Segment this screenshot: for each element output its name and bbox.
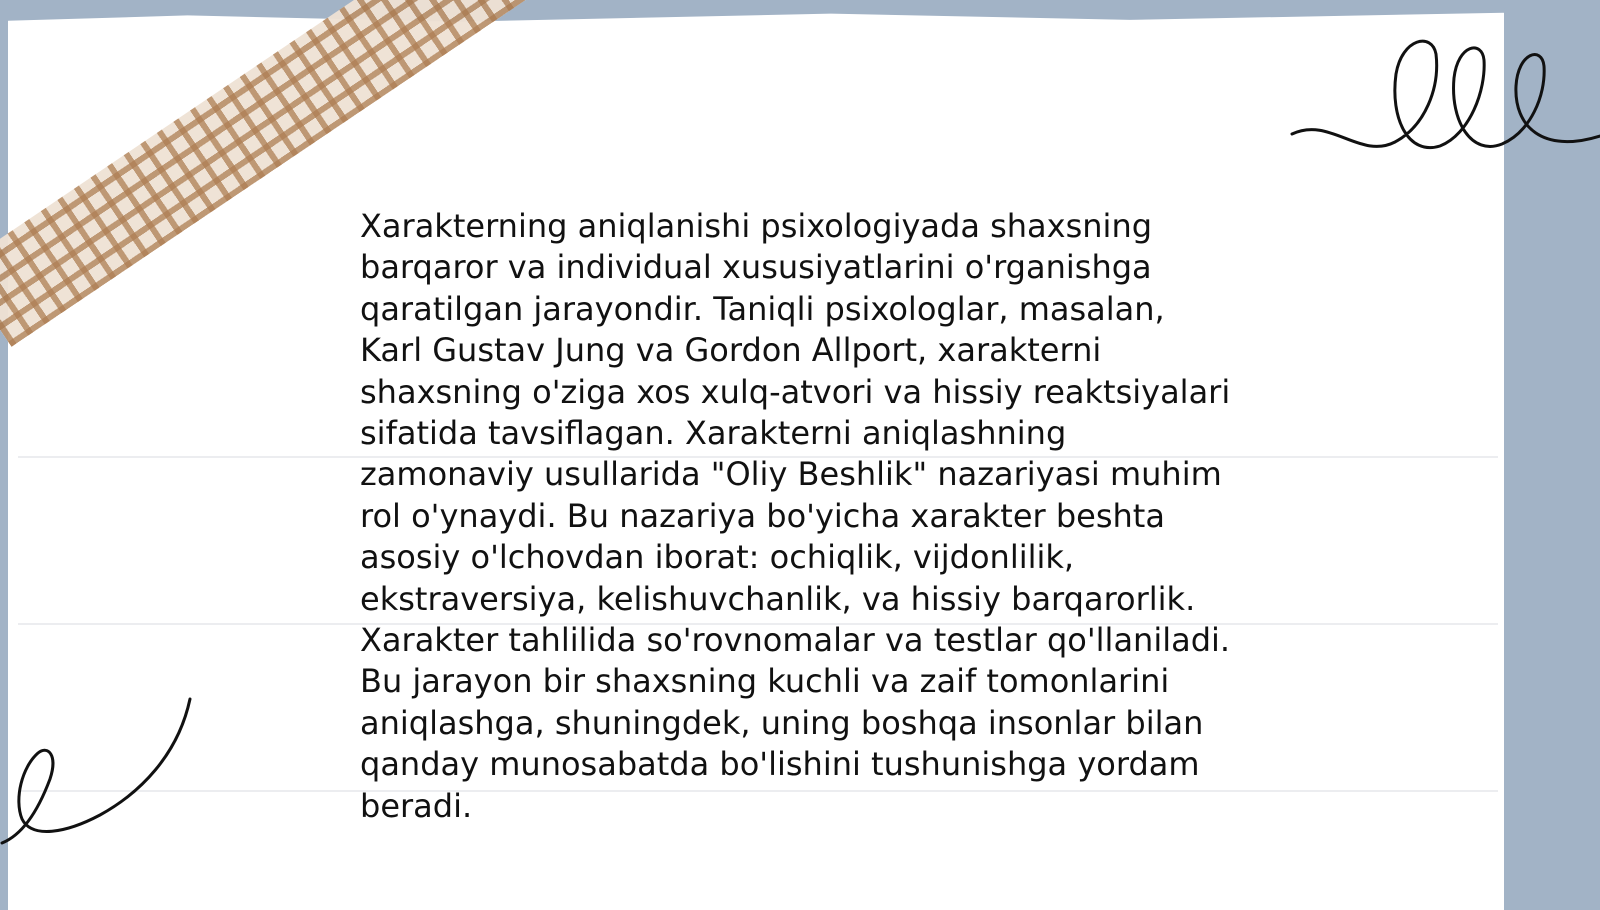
loop-doodle-bottom-left-icon [0,695,200,850]
body-paragraph: Xarakterning aniqlanishi psixologiyada shaxsning barqaror va individual xususiyatlarini o'rganishga qaratilgan jarayondir. Taniqli psixologlar, masalan, Karl Gustav Jung va Gordon Allport, xarakterni shaxsning o'ziga xos xulq-atvori va hissiy reaktsiyalari sifatida tavsiflagan. Xarakterni aniqlashning zamonaviy usullarida "Oliy Beshlik" nazariyasi muhim rol o'ynaydi. Bu nazariya bo'yicha xarakter beshta asosiy o'lchovdan iborat: ochiqlik, vijdonlilik, ekstraversiya, kelishuvchanlik, va hissiy barqarorlik. Xarakter tahlilida so'rovnomalar va testlar qo'llaniladi. Bu jarayon bir shaxsning kuchli va zaif tomonlarini aniqlashga, shuningdek, uning boshqa insonlar bilan qanday munosabatda bo'lishini tushunishga yordam beradi. [360,207,1231,825]
loop-doodle-top-right-icon [1290,30,1600,170]
